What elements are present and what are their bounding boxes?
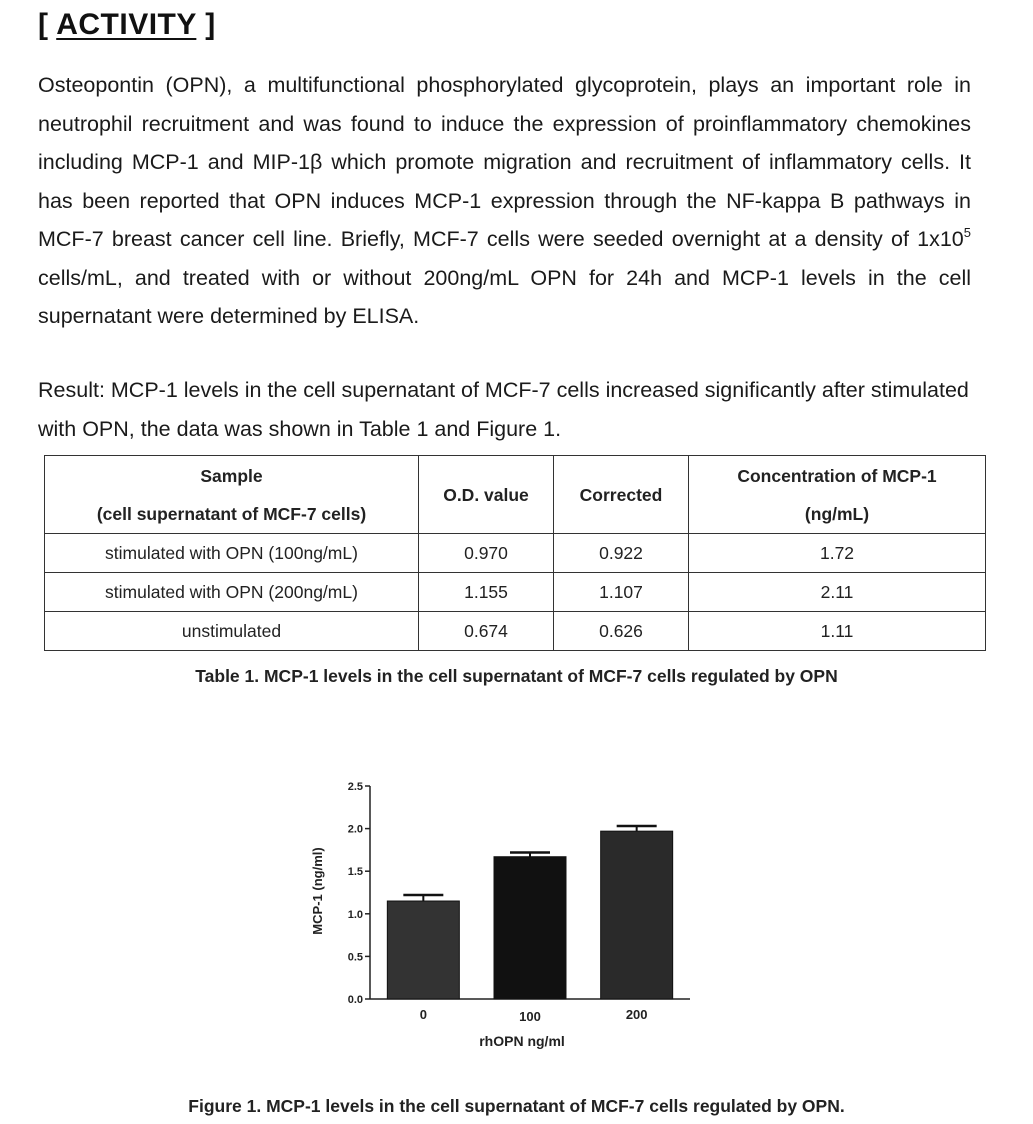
method-text: Osteopontin (OPN), a multifunctional phosphorylated glycoprotein, plays an important role in neutrophil recruitment and was found to induce the expression of proinflammatory chemokines including MCP-1 and MIP-1β which promote migration and recruitment of inflammatory cells. It has been reported that OPN induces MCP-1 expression through the NF-kappa B pathways in MCF-7 breast cancer cell line. Briefly, MCF-7 cells were seeded overnight at a density of 1x10 (38, 73, 971, 251)
bars (387, 826, 672, 999)
activity-heading (38, 8, 216, 42)
method-paragraph (38, 66, 971, 336)
mcp1-table (44, 455, 986, 651)
figure-caption: Figure 1. MCP-1 levels in the cell supernatant of MCF-7 cells regulated by OPN. (188, 1096, 845, 1116)
table-caption: Table 1. MCP-1 levels in the cell supernatant of MCF-7 cells regulated by OPN (195, 666, 838, 686)
density-exponent: 5 (963, 225, 971, 240)
cell-od: 0.674 (419, 612, 554, 651)
y-axis (348, 781, 370, 1006)
y-tick-label: 2.5 (347, 781, 363, 793)
y-tick-label: 1.5 (347, 866, 363, 879)
table-row (45, 612, 986, 651)
x-tick-label: 0 (419, 1007, 427, 1022)
cell-corrected: 0.626 (554, 612, 689, 651)
heading-open-bracket: [ (38, 8, 57, 41)
heading-word: ACTIVITY (56, 8, 197, 41)
mcp1-bar-chart (300, 770, 700, 1060)
header-concentration (689, 456, 986, 534)
header-conc-line2: (ng/mL) (804, 503, 870, 524)
y-tick-label: 0.0 (347, 994, 363, 1006)
cell-corrected: 0.922 (554, 534, 689, 573)
result-paragraph: Result: MCP-1 levels in the cell supernatant of MCF-7 cells increased significantly after stimulated with OPN, the data was shown in Table 1 and Figure 1. (38, 378, 969, 441)
cell-sample: stimulated with OPN (200ng/mL) (45, 573, 419, 612)
header-conc-line1: Concentration of MCP-1 (737, 465, 937, 486)
cell-sample: unstimulated (45, 612, 419, 651)
table-row (45, 534, 986, 573)
bar (494, 857, 566, 999)
header-corrected: Corrected (554, 456, 689, 534)
cell-concentration: 1.72 (689, 534, 986, 573)
y-axis-label: MCP-1 (ng/ml) (310, 847, 325, 935)
bar (601, 831, 673, 999)
y-tick-label: 0.5 (347, 951, 363, 964)
x-axis (370, 999, 690, 1024)
header-sample-line1: Sample (200, 465, 263, 486)
table-row (45, 573, 986, 612)
cell-concentration: 1.11 (689, 612, 986, 651)
cell-od: 1.155 (419, 573, 554, 612)
cell-od: 0.970 (419, 534, 554, 573)
x-tick-label: 200 (625, 1007, 648, 1022)
y-tick-label: 2.0 (347, 823, 363, 836)
cell-concentration: 2.11 (689, 573, 986, 612)
method-text-end: cells/mL, and treated with or without 200ng/mL OPN for 24h and MCP-1 levels in the cell supernatant were determined by ELISA. (38, 265, 971, 328)
heading-close-bracket: ] (196, 8, 216, 41)
table-header-row (45, 456, 986, 534)
y-tick-label: 1.0 (347, 908, 363, 921)
cell-corrected: 1.107 (554, 573, 689, 612)
header-sample-line2: (cell supernatant of MCF-7 cells) (96, 503, 367, 524)
cell-sample: stimulated with OPN (100ng/mL) (45, 534, 419, 573)
header-od: O.D. value (419, 456, 554, 534)
header-sample (45, 456, 419, 534)
x-tick-label: 100 (519, 1009, 541, 1024)
x-axis-label: rhOPN ng/ml (479, 1033, 565, 1049)
bar (387, 901, 459, 999)
